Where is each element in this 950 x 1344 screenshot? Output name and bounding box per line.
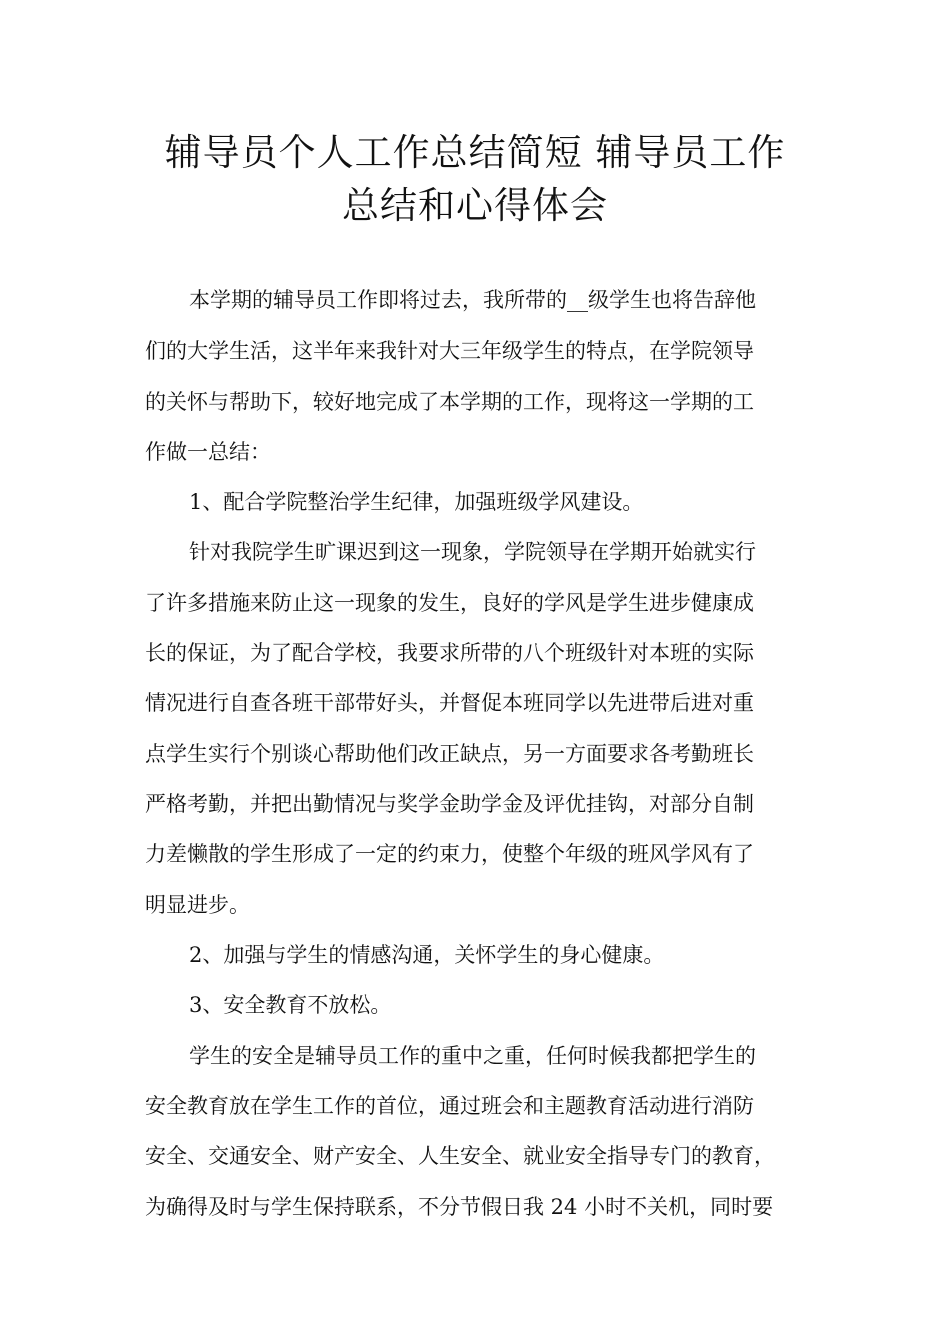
document-title-line-2: 总结和心得体会 <box>342 184 608 227</box>
section-heading-1: 1、配合学院整治学生纪律，加强班级学风建设。 <box>189 490 644 514</box>
paragraph-line: 了许多措施来防止这一现象的发生，良好的学风是学生进步健康成 <box>145 591 754 615</box>
paragraph-line: 情况进行自查各班干部带好头，并督促本班同学以先进带后进对重 <box>145 691 754 715</box>
paragraph-line: 学生的安全是辅导员工作的重中之重，任何时候我都把学生的 <box>189 1044 756 1068</box>
paragraph-line: 严格考勤，并把出勤情况与奖学金助学金及评优挂钩，对部分自制 <box>145 792 754 816</box>
paragraph-line: 安全教育放在学生工作的首位，通过班会和主题教育活动进行消防 <box>145 1094 754 1118</box>
paragraph-line: 为确得及时与学生保持联系，不分节假日我 24 小时不关机，同时要 <box>145 1195 774 1219</box>
section-heading-3: 3、安全教育不放松。 <box>189 993 392 1017</box>
paragraph-line: 力差懒散的学生形成了一定的约束力，使整个年级的班风学风有了 <box>145 842 754 866</box>
paragraph-line: 作做一总结： <box>145 440 271 464</box>
section-heading-2: 2、加强与学生的情感沟通，关怀学生的身心健康。 <box>189 943 665 967</box>
paragraph-line: 长的保证，为了配合学校，我要求所带的八个班级针对本班的实际 <box>145 641 754 665</box>
paragraph-line: 明显进步。 <box>145 893 250 917</box>
paragraph-line: 针对我院学生旷课迟到这一现象，学院领导在学期开始就实行 <box>189 540 756 564</box>
paragraph-line: 们的大学生活，这半年来我针对大三年级学生的特点，在学院领导 <box>145 339 754 363</box>
paragraph-line: 本学期的辅导员工作即将过去，我所带的__级学生也将告辞他 <box>189 288 756 312</box>
paragraph-line: 安全、交通安全、财产安全、人生安全、就业安全指导专门的教育， <box>145 1144 775 1168</box>
paragraph-line: 点学生实行个别谈心帮助他们改正缺点，另一方面要求各考勤班长 <box>145 742 754 766</box>
document-title-line-1: 辅导员个人工作总结简短 辅导员工作 <box>164 131 786 174</box>
paragraph-line: 的关怀与帮助下，较好地完成了本学期的工作，现将这一学期的工 <box>145 390 754 414</box>
